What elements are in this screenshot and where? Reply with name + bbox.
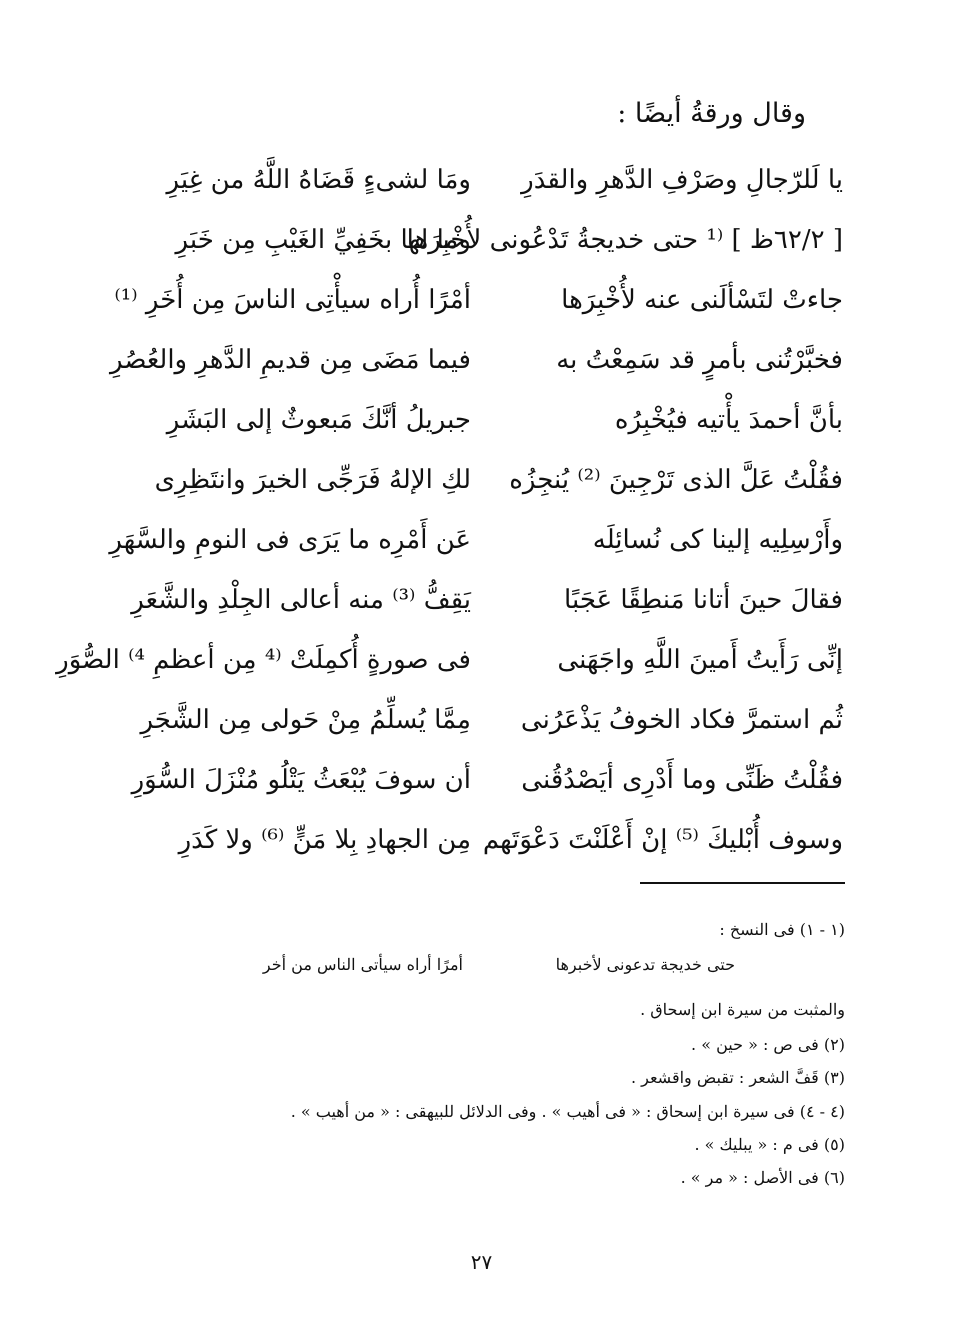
- verse-first-hemistich: جاءتْ لتَسْألَنى عنه لأُخْبِرَها: [561, 285, 843, 315]
- verse-first-hemistich: بأنَّ أحمدَ يأْتيه فيُخْبِرُه: [614, 405, 843, 435]
- verse-line: [109, 330, 843, 390]
- verse-second-hemistich: ومَا لشىءٍ قَضَاهُ اللَّهُ من غِيَرِ: [166, 165, 471, 195]
- poem-verses: [56, 150, 843, 870]
- verse-first-hemistich: إنِّى رَأَيتُ أَمينَ اللَّهِ واجَهَنى: [557, 645, 843, 675]
- verse-line: [128, 390, 843, 450]
- verse-first-hemistich: وسوف أُبْليكَ ⁽⁵⁾ إنْ أَعْلَنْتَ دَعْوَتَهم: [482, 825, 843, 855]
- page-number: ٢٧: [470, 1250, 493, 1274]
- verse-second-hemistich: لكِ الإلهُ فَرَجِّى الخيرَ وانتَظِرِى: [154, 465, 471, 495]
- footnote-3: (٣) قَفَّ الشعر : تقبض واقشعر .: [630, 1068, 845, 1087]
- verse-first-hemistich: فقالَ حينَ أتانا مَنطِقًا عَجَبًا: [564, 585, 843, 615]
- intro-line: وقال ورقةُ أيضًا :: [617, 98, 806, 129]
- footnote-1-variant-first: حتى خديجة تدعونى لأخبرها: [555, 955, 735, 974]
- verse-first-hemistich: ثُم استمرَّ فكاد الخوفُ يَذْعَرُنى: [520, 705, 843, 735]
- verse-line: [114, 270, 843, 330]
- verse-first-hemistich: فقُلْتُ عَلَّ الذى تَرْجِينَ ⁽²⁾ يُنجِزُه: [509, 465, 843, 495]
- verse-first-hemistich: وأَرْسِلِيه إلينا كى نُسائِلَه: [592, 525, 843, 555]
- verse-second-hemistich: مِمَّا يُسلِّمُ مِنْ حَولى مِن الشَّجَرِ: [140, 705, 471, 735]
- verse-first-hemistich: فقُلْتُ ظَنِّى وما أَدْرِى أيَصْدُقُنى: [521, 765, 843, 795]
- footnote-6: (٦) فى الأصل : « مر » .: [680, 1168, 845, 1187]
- footnote-4: (٤ - ٤) فى سيرة ابن إسحاق : « فى أهيب » . وفى الدلائل للبيهقى : « من أهيب » .: [290, 1102, 845, 1121]
- verse-second-hemistich: يَقِفُّ ⁽³⁾ منه أعالى الجِلْدِ والشَّعَرِ: [131, 585, 471, 615]
- verse-second-hemistich: فى صورةٍ أُكمِلَتْ ⁽⁴ مِن أعظمِ ⁴⁾ الصُّوَرِ: [56, 645, 471, 675]
- footnote-separator: [640, 882, 845, 884]
- verse-first-hemistich: [ ٦٢/٢ظ ] ⁽¹ حتى خديجةُ تَدْعُونى لأُخْبِرَها: [406, 225, 843, 255]
- verse-line: [128, 570, 843, 630]
- verse-line: [128, 750, 843, 810]
- footnote-2: (٢) فى ص : « حين » .: [691, 1035, 845, 1054]
- verse-line: [56, 630, 843, 690]
- verse-line: [128, 810, 843, 870]
- verse-line: [109, 510, 843, 570]
- verse-second-hemistich: وما لها بخَفِيِّ الغَيْبِ مِن خَبَرِ: [175, 225, 471, 255]
- footnote-1-heading: (١ - ١) فى النسخ :: [719, 920, 845, 939]
- verse-second-hemistich: أمْرًا أُراه سيأْتِى الناسَ مِن أُخَرِ ⁽¹⁾: [114, 285, 471, 315]
- footnote-1-source: والمثبت من سيرة ابن إسحاق .: [640, 1000, 845, 1019]
- verse-first-hemistich: يا لَلرّجالِ وصَرْفِ الدَّهرِ والقدَرِ: [521, 165, 843, 195]
- footnote-1-variant-second: أمرًا أراه سيأتى الناس من أخر: [262, 955, 463, 974]
- verse-first-hemistich: فخبَّرْتُنى بأمرٍ قد سَمِعْتُ به: [556, 345, 843, 375]
- verse-line: [128, 690, 843, 750]
- verse-line: [128, 450, 843, 510]
- verse-line: [128, 210, 843, 270]
- verse-second-hemistich: مِن الجهادِ بِلا مَنٍّ ⁽⁶⁾ ولا كَدَرِ: [178, 825, 471, 855]
- footnote-5: (٥) فى م : « يبليك » .: [694, 1135, 845, 1154]
- verse-second-hemistich: فيما مَضَى مِن قديمِ الدَّهرِ والعُصُرِ: [109, 345, 471, 375]
- verse-second-hemistich: جبريلُ أنَّكَ مَبعوثٌ إلى البَشَرِ: [166, 405, 471, 435]
- verse-second-hemistich: أن سوفَ يُبْعَثُ يَتْلُو مُنْزَلَ السُّوَرِ: [131, 765, 471, 795]
- verse-line: [128, 150, 843, 210]
- verse-second-hemistich: عَن أَمْرِه ما يَرَى فى النومِ والسَّهَرِ: [109, 525, 471, 555]
